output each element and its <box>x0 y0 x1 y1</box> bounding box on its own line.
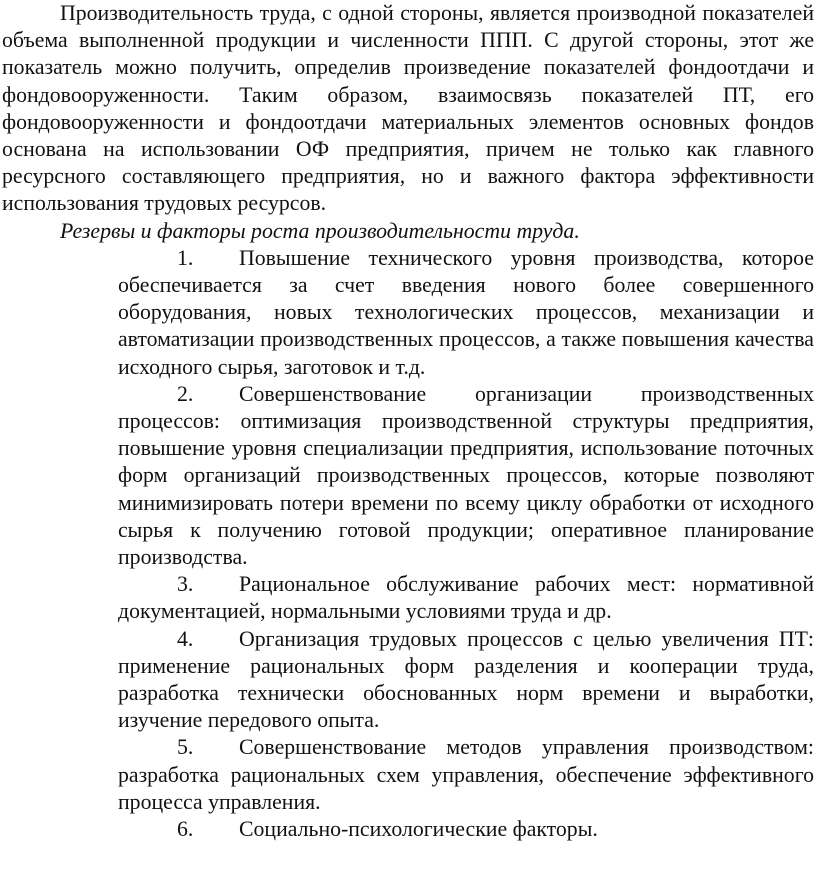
list-item <box>2 381 814 571</box>
list-item <box>2 245 814 381</box>
list-item-text: Социально-психологические факторы. <box>239 817 598 842</box>
list-item-text: Повышение технического уровня производства, которое обеспечивается за счет введения нового более совершенного оборудования, новых технологических процессов, механизации и автоматизации производственных процессов, а также повышения качества исходного сырья, заготовок и т.д. <box>118 245 814 379</box>
list-item-text: Совершенствование методов управления производством: разработка рациональных схем управления, обеспечение эффективного процесса управления. <box>118 735 814 814</box>
list-item-number: 2. <box>177 381 194 406</box>
list-item-number: 1. <box>177 245 194 270</box>
list-item-number: 5. <box>177 735 194 760</box>
list-item <box>2 816 814 843</box>
intro-paragraph: Производительность труда, с одной стороны, является производной показателей объема выполненной продукции и численности ППП. С другой стороны, этот же показатель можно получить, определив произведение показателей фондоотдачи и фондовооруженности. Таким образом, взаимосвязь показателей ПТ, его фондовооруженности и фондоотдачи материальных элементов основных фондов основана на использовании ОФ предприятия, причем не только как главного ресурсного составляющего предприятия, но и важного фактора эффективности использования трудовых ресурсов. <box>2 1 814 216</box>
section-subheading: Резервы и факторы роста производительности труда. <box>60 218 580 243</box>
list-item-number: 6. <box>177 817 194 842</box>
reserves-list <box>2 245 814 843</box>
list-item <box>2 571 814 625</box>
list-item-number: 3. <box>177 572 194 597</box>
list-item <box>2 626 814 735</box>
list-item-number: 4. <box>177 626 194 651</box>
list-item-text: Рациональное обслуживание рабочих мест: нормативной документацией, нормальными условиями труда и др. <box>118 572 814 624</box>
list-item-text: Организация трудовых процессов с целью увеличения ПТ: применение рациональных форм разделения и кооперации труда, разработка технически обоснованных норм времени и выработки, изучение передового опыта. <box>118 626 814 733</box>
list-item-text: Совершенствование организации производственных процессов: оптимизация производственной структуры предприятия, повышение уровня специализации предприятия, использование поточных форм организаций производственных процессов, которые позволяют минимизировать потери времени по всему циклу обработки от исходного сырья к получению готовой продукции; оперативное планирование производства. <box>118 381 814 570</box>
list-item <box>2 734 814 816</box>
